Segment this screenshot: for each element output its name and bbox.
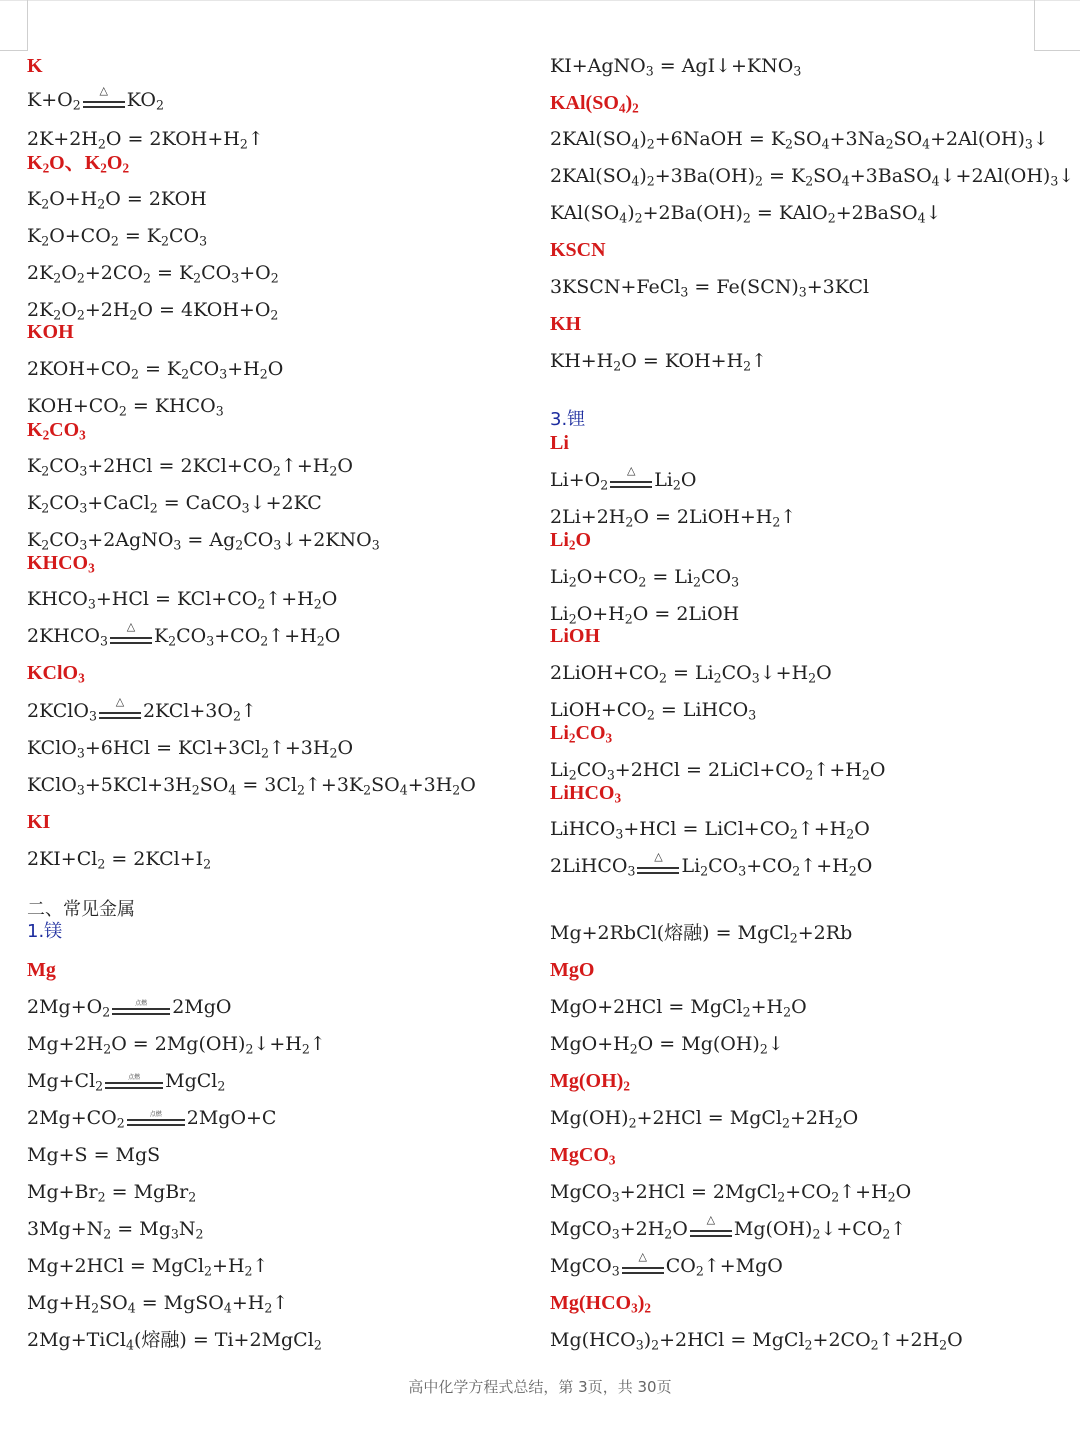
- equation-line: $2K+2H_2O$ = $2KOH+H_2↑$: [27, 128, 264, 152]
- equation-line: $Mg+2HCl = MgCl_2+H_2↑$: [27, 1255, 269, 1279]
- reaction-condition-arrow: △: [110, 626, 152, 648]
- equation-line: $2KAl(SO_4)_2+6NaOH$ = $K_2SO_4+3Na_2SO_4+2Al(OH)_3↓$: [550, 128, 1049, 152]
- equation-line: $Li_2O+CO_2 = Li_2CO_3$: [550, 566, 740, 590]
- compound-heading: MgO: [550, 959, 595, 981]
- section-heading: 1.镁: [27, 921, 63, 942]
- equation-line: $K_2CO_3+CaCl_2$ = CaCO$_3$↓+2KC: [27, 492, 322, 516]
- equation-line: $2KOH+CO_2 = K_2CO_3+H_2O$: [27, 358, 284, 382]
- equation-line: Mg+2RbCl(熔融) = MgCl$_2$+2Rb: [550, 922, 853, 946]
- equation-line: $K_2O+CO_2 = K_2CO_3$: [27, 225, 208, 249]
- equation-line: $KOH+CO_2$ = $KHCO_3$: [27, 395, 224, 419]
- crop-mark-top-left: [0, 0, 28, 51]
- compound-heading: LiOH: [550, 625, 601, 647]
- page-footer: 高中化学方程式总结，第 3页，共 30页: [408, 1378, 672, 1396]
- equation-line: $K_2CO_3+2HCl$ = $2KCl+CO_2↑+H_2O$: [27, 455, 353, 479]
- chapter-heading: 二、常见金属: [27, 899, 135, 920]
- compound-heading: Mg: [27, 959, 56, 981]
- compound-heading: K: [27, 55, 43, 77]
- compound-heading: KH: [550, 313, 582, 335]
- compound-heading: KClO$_3$: [27, 662, 85, 686]
- equation-line: $2Mg+CO_2$ 点燃 2MgO+C: [27, 1107, 277, 1131]
- equation-line: MgCO$_3$ △ $CO_2↑+MgO$: [550, 1250, 783, 1279]
- equation-line: 2KClO$_3$ △ $2KCl+3O_2↑$: [27, 695, 257, 724]
- equation-line: $Mg+2H_2O$ = $2Mg(OH)_2↓+H_2↑$: [27, 1033, 326, 1057]
- equation-line: $K_2CO_3+2AgNO_3$ = $Ag_2CO_3↓+2KNO_3$: [27, 529, 380, 553]
- compound-heading: KOH: [27, 321, 74, 343]
- equation-line: $Li+O_2$ △ $Li_2O$: [550, 464, 697, 493]
- equation-line: $MgCO_3+2H_2O$ △ $Mg(OH)_2↓+CO_2↑$: [550, 1213, 907, 1242]
- equation-line: $2K_2O_2+2CO_2 = K_2CO_3+O_2$: [27, 262, 279, 286]
- equation-line: 3KSCN+FeCl$_3$ = $Fe(SCN)_3+3KCl$: [550, 276, 870, 300]
- compound-heading: $Mg(OH)_2$: [550, 1070, 630, 1094]
- equation-line: $MgO+H_2O$ = $Mg(OH)_2↓$: [550, 1033, 784, 1057]
- equation-line: $LiOH+CO_2$ = LiHCO$_3$: [550, 699, 757, 723]
- reaction-condition-arrow: 点燃: [127, 1108, 185, 1130]
- equation-line: $2KHCO_3$ △ $K_2CO_3+CO_2↑+H_2O$: [27, 620, 341, 649]
- equation-line: $Li_2O+H_2O$ = 2LiOH: [550, 603, 740, 627]
- compound-heading: KSCN: [550, 239, 606, 261]
- equation-line: 2Mg+TiCl$_4$(熔融) = Ti+2MgCl$_2$: [27, 1329, 322, 1353]
- reaction-condition-arrow: △: [622, 1256, 664, 1278]
- compound-heading: $KAl(SO_4)_2$: [550, 92, 639, 116]
- equation-line: KI+AgNO$_3$ = $AgI↓+KNO_3$: [550, 55, 802, 79]
- compound-heading: Li: [550, 432, 569, 454]
- equation-line: $KHCO_3+HCl$ = $KCl+CO_2↑+H_2O$: [27, 588, 338, 612]
- equation-line: $KClO_3+5KCl+3H_2SO_4$ = $3Cl_2↑+3K_2SO_4+3H_2O$: [27, 774, 476, 798]
- equation-line: $Li_2CO_3+2HCl$ = $2LiCl+CO_2↑+H_2O$: [550, 759, 886, 783]
- compound-heading: $Li_2CO_3$: [550, 722, 613, 746]
- equation-line: $K_2O+H_2O = 2KOH$: [27, 188, 207, 212]
- equation-line: $Mg+Br_2$ = MgBr$_2$: [27, 1181, 197, 1205]
- reaction-condition-arrow: △: [610, 470, 652, 492]
- equation-line: Mg+S = MgS: [27, 1144, 161, 1166]
- equation-line: $2LiOH+CO_2$ = $Li_2CO_3↓+H_2O$: [550, 662, 832, 686]
- compound-heading: KI: [27, 811, 51, 833]
- equation-line: LiHCO$_3$+HCl = $LiCl+CO_2↑+H_2O$: [550, 818, 870, 842]
- reaction-condition-arrow: 点燃: [105, 1071, 163, 1093]
- reaction-condition-arrow: 点燃: [112, 997, 170, 1019]
- equation-line: $2KI+Cl_2 = 2KCl+I_2$: [27, 848, 212, 872]
- equation-line: MgCO$_3$+2HCl = $2MgCl_2+CO_2↑+H_2O$: [550, 1181, 912, 1205]
- reaction-condition-arrow: △: [637, 856, 679, 878]
- compound-heading: MgCO$_3$: [550, 1144, 616, 1168]
- equation-line: $3Mg+N_2 = Mg_3N_2$: [27, 1218, 204, 1242]
- equation-line: $KAl(SO_4)_2+2Ba(OH)_2$ = KAlO$_2$+2BaSO$_4$↓: [550, 202, 942, 226]
- compound-heading: $K_2CO_3$: [27, 419, 86, 443]
- equation-line: $K+O_2$ △ $KO_2$: [27, 84, 164, 113]
- reaction-condition-arrow: △: [83, 90, 125, 112]
- equation-line: 2LiHCO$_3$ △ $Li_2CO_3+CO_2↑+H_2O$: [550, 850, 873, 879]
- compound-heading: $Mg(HCO_3)_2$: [550, 1292, 651, 1316]
- equation-line: $Mg(OH)_2+2HCl$ = $MgCl_2+2H_2O$: [550, 1107, 859, 1131]
- equation-line: $Mg+H_2SO_4$ = $MgSO_4+H_2↑$: [27, 1292, 289, 1316]
- compound-heading: $K_2O$、$K_2O_2$: [27, 152, 130, 176]
- page-top-edge: [0, 0, 1080, 1]
- compound-heading: LiHCO$_3$: [550, 782, 622, 806]
- equation-line: $Mg+Cl_2$ 点燃 MgCl$_2$: [27, 1070, 226, 1094]
- equation-line: $MgO+2HCl = MgCl_2+H_2O$: [550, 996, 807, 1020]
- crop-mark-top-right: [1034, 0, 1080, 51]
- reaction-condition-arrow: △: [99, 701, 141, 723]
- reaction-condition-arrow: △: [690, 1219, 732, 1241]
- compound-heading: $KHCO_3$: [27, 552, 95, 576]
- section-heading: 3.锂: [550, 409, 586, 430]
- equation-line: $2KAl(SO_4)_2+3Ba(OH)_2$ = $K_2SO_4+3BaSO_4↓+2Al(OH)_3↓$: [550, 165, 1075, 189]
- equation-line: $Mg(HCO_3)_2+2HCl$ = $MgCl_2+2CO_2↑+2H_2O$: [550, 1329, 963, 1353]
- equation-line: $2K_2O_2+2H_2O = 4KOH+O_2$: [27, 299, 279, 323]
- equation-line: $KH+H_2O$ = $KOH+H_2↑$: [550, 350, 768, 374]
- equation-line: $2Li+2H_2O$ = $2LiOH+H_2↑$: [550, 506, 797, 530]
- compound-heading: $Li_2O$: [550, 529, 592, 553]
- equation-line: $2Mg+O_2$ 点燃 2MgO: [27, 996, 232, 1020]
- equation-line: KClO$_3$+6HCl = $KCl+3Cl_2↑+3H_2O$: [27, 737, 354, 761]
